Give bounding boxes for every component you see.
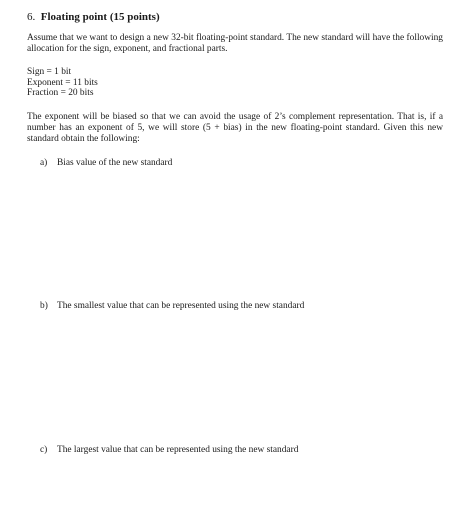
part-b bbox=[40, 301, 304, 312]
allocation-sign: Sign = 1 bit bbox=[27, 67, 72, 77]
part-b-text: The smallest value that can be represented using the new standard bbox=[57, 301, 305, 311]
question-title: Floating point (15 points) bbox=[40, 11, 160, 23]
question-heading bbox=[27, 11, 160, 24]
bit-allocation-list bbox=[27, 67, 98, 99]
allocation-exponent: Exponent = 11 bits bbox=[27, 77, 98, 88]
question-number: 6. bbox=[27, 11, 36, 23]
part-c-label: c) bbox=[40, 445, 48, 455]
part-b-label: b) bbox=[40, 301, 48, 311]
part-c bbox=[40, 445, 298, 456]
part-a bbox=[40, 158, 172, 169]
intro-paragraph: Assume that we want to design a new 32-bit floating-point standard. The new standard will have the following allocation for the sign, exponent, and fractional parts. bbox=[27, 33, 443, 54]
bias-paragraph: The exponent will be biased so that we can avoid the usage of 2’s complement representation. That is, if a number has an exponent of 5, we will store (5 + bias) in the new floating-point standard. Given this new standard obtain the following: bbox=[27, 112, 443, 144]
part-a-text: Bias value of the new standard bbox=[57, 158, 173, 168]
allocation-fraction: Fraction = 20 bits bbox=[27, 88, 94, 98]
part-a-label: a) bbox=[40, 158, 48, 168]
part-c-text: The largest value that can be represented using the new standard bbox=[57, 445, 299, 455]
